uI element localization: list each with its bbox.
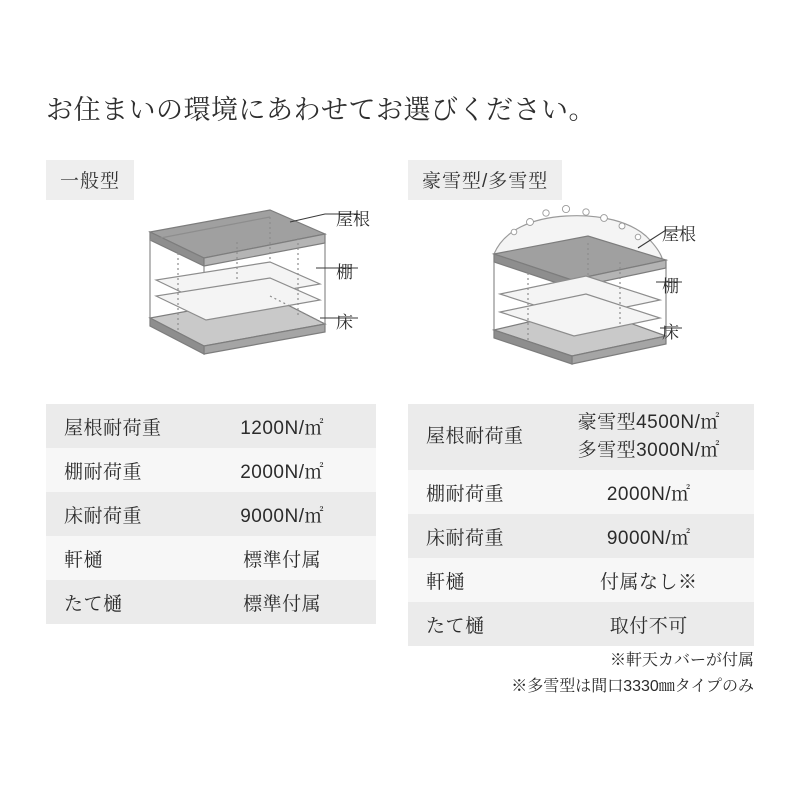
callout-roof-heavy-snow: 屋根 xyxy=(662,225,696,244)
spec-key: 床耐荷重 xyxy=(46,492,188,536)
table-row xyxy=(408,514,754,558)
callout-shelf-general: 棚 xyxy=(336,263,353,282)
table-row xyxy=(46,536,376,580)
spec-key: 屋根耐荷重 xyxy=(408,404,544,470)
callout-shelf-heavy-snow: 棚 xyxy=(662,277,679,296)
footnote-2: ※多雪型は間口3330㎜タイプのみ xyxy=(511,678,754,696)
table-row xyxy=(46,404,376,448)
column-label-general: 一般型 xyxy=(46,160,134,200)
spec-table-general xyxy=(46,404,376,624)
spec-key: 軒樋 xyxy=(46,536,188,580)
spec-table-heavy-snow xyxy=(408,404,754,646)
table-row xyxy=(408,470,754,514)
column-label-heavy-snow: 豪雪型/多雪型 xyxy=(408,160,562,200)
table-row xyxy=(408,602,754,646)
callout-roof-general: 屋根 xyxy=(336,210,370,229)
spec-value: 9000N/㎡ xyxy=(188,492,376,536)
illustration-general-type xyxy=(120,196,390,386)
spec-value-line2: 多雪型3000N/㎡ xyxy=(577,440,720,461)
spec-value: 1200N/㎡ xyxy=(188,404,376,448)
spec-value xyxy=(544,404,755,470)
spec-value-line1: 豪雪型4500N/㎡ xyxy=(577,412,720,434)
spec-value: 2000N/㎡ xyxy=(544,470,755,514)
spec-value: 標準付属 xyxy=(188,580,376,624)
footnotes xyxy=(408,648,754,701)
spec-key: 軒樋 xyxy=(408,558,544,602)
table-row xyxy=(408,558,754,602)
spec-key: たて樋 xyxy=(46,580,188,624)
table-row xyxy=(46,492,376,536)
spec-value: 取付不可 xyxy=(544,602,755,646)
spec-value: 標準付属 xyxy=(188,536,376,580)
spec-value: 9000N/㎡ xyxy=(544,514,755,558)
spec-value: 付属なし※ xyxy=(544,558,755,602)
callout-floor-heavy-snow: 床 xyxy=(662,323,679,342)
page-title: お住まいの環境にあわせてお選びください。 xyxy=(46,95,596,125)
table-row xyxy=(46,448,376,492)
table-row xyxy=(46,580,376,624)
illustration-heavy-snow-type xyxy=(470,196,750,386)
spec-key: 屋根耐荷重 xyxy=(46,404,188,448)
spec-value: 2000N/㎡ xyxy=(188,448,376,492)
callout-floor-general: 床 xyxy=(336,313,353,332)
footnote-1: ※軒天カバーが付属 xyxy=(609,652,754,669)
spec-key: たて樋 xyxy=(408,602,544,646)
spec-key: 棚耐荷重 xyxy=(46,448,188,492)
table-row xyxy=(408,404,754,470)
spec-key: 床耐荷重 xyxy=(408,514,544,558)
spec-key: 棚耐荷重 xyxy=(408,470,544,514)
